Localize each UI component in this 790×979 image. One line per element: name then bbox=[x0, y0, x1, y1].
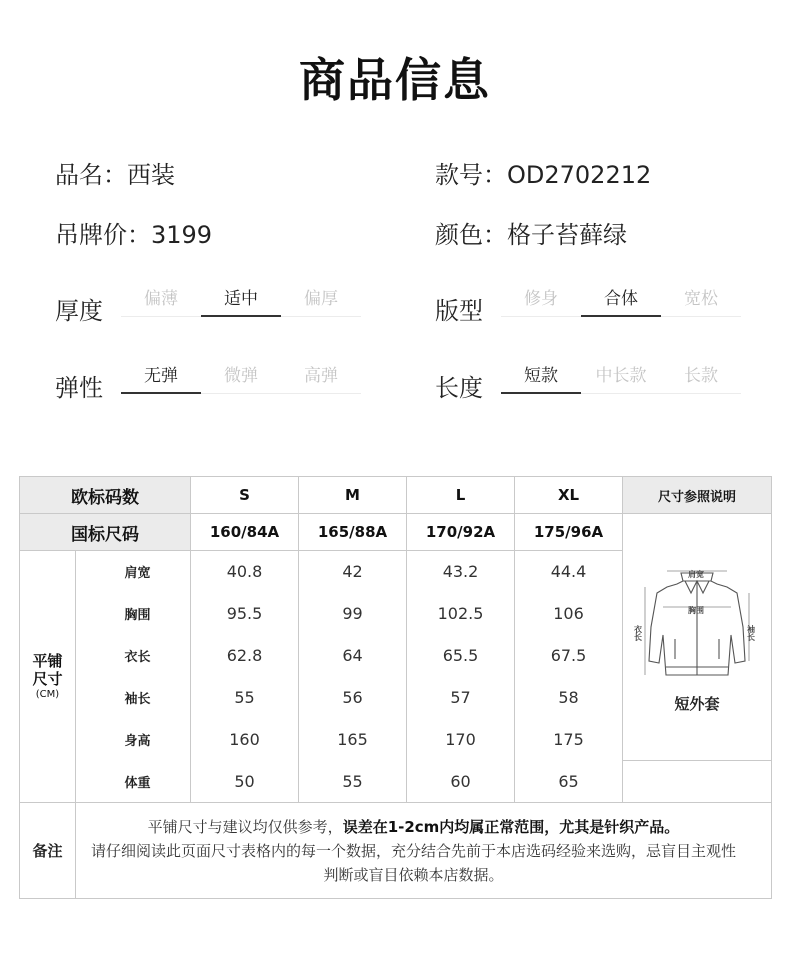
notes-text bbox=[76, 803, 772, 899]
measure-value: 57 bbox=[407, 677, 515, 719]
measure-value: 99 bbox=[299, 593, 407, 635]
tag-price-value: 3199 bbox=[151, 221, 213, 249]
measure-value: 55 bbox=[191, 677, 299, 719]
length-scale bbox=[501, 364, 741, 394]
shoulder-width-mark: 肩宽 bbox=[688, 569, 704, 579]
cn-size-header: 国标尺码 bbox=[20, 514, 191, 551]
fit-scale bbox=[501, 287, 741, 317]
eu-size-cell: S bbox=[191, 477, 299, 514]
jacket-sketch-icon bbox=[633, 567, 757, 685]
fit-option: 修身 bbox=[524, 289, 558, 309]
measure-value: 65 bbox=[515, 761, 623, 803]
notes-line2: 请仔细阅读此页面尺寸表格内的每一个数据，充分结合先前于本店选码经验来选购，忌盲目主观性判断或盲目依赖本店数据。 bbox=[90, 841, 736, 884]
product-color-value: 格子苔藓绿 bbox=[507, 221, 627, 249]
measure-value: 102.5 bbox=[407, 593, 515, 635]
fit-label: 版型 bbox=[435, 297, 483, 325]
measure-value: 50 bbox=[191, 761, 299, 803]
product-name-label: 品名： bbox=[55, 161, 127, 189]
measure-value: 65.5 bbox=[407, 635, 515, 677]
product-name-value: 西装 bbox=[127, 161, 175, 189]
size-guide-header: 尺寸参照说明 bbox=[623, 477, 772, 514]
tag-price-label: 吊牌价： bbox=[55, 221, 151, 249]
elasticity-label: 弹性 bbox=[55, 374, 103, 402]
notes-row bbox=[20, 803, 772, 899]
eu-size-header: 欧标码数 bbox=[20, 477, 191, 514]
measure-name: 袖长 bbox=[76, 677, 191, 719]
cn-size-cell: 170/92A bbox=[407, 514, 515, 551]
product-color-label: 颜色： bbox=[435, 221, 507, 249]
table-row bbox=[20, 761, 772, 803]
elasticity-option: 无弹 bbox=[121, 364, 201, 394]
measure-value: 67.5 bbox=[515, 635, 623, 677]
measure-value: 44.4 bbox=[515, 551, 623, 593]
flat-size-label: 平铺尺寸 bbox=[32, 651, 63, 688]
measure-value: 40.8 bbox=[191, 551, 299, 593]
measure-value: 60 bbox=[407, 761, 515, 803]
size-guide-sketch bbox=[623, 514, 772, 761]
thickness-option: 适中 bbox=[201, 287, 281, 317]
flat-size-group-label bbox=[20, 551, 76, 803]
fit-option: 合体 bbox=[581, 287, 661, 317]
measure-value: 170 bbox=[407, 719, 515, 761]
measure-name: 胸围 bbox=[76, 593, 191, 635]
measure-name: 肩宽 bbox=[76, 551, 191, 593]
measure-value: 64 bbox=[299, 635, 407, 677]
page-title: 商品信息 bbox=[299, 53, 491, 107]
size-table bbox=[19, 476, 772, 899]
measure-value: 43.2 bbox=[407, 551, 515, 593]
elasticity-option: 微弹 bbox=[224, 366, 258, 386]
length-option: 短款 bbox=[501, 364, 581, 394]
elasticity-option: 高弹 bbox=[304, 366, 338, 386]
fit-option: 宽松 bbox=[684, 289, 718, 309]
style-number-label: 款号： bbox=[435, 161, 507, 189]
measure-value: 106 bbox=[515, 593, 623, 635]
measure-name: 衣长 bbox=[76, 635, 191, 677]
measure-name: 体重 bbox=[76, 761, 191, 803]
cn-size-row bbox=[20, 514, 772, 551]
measure-value: 56 bbox=[299, 677, 407, 719]
measure-value: 160 bbox=[191, 719, 299, 761]
product-name bbox=[55, 155, 175, 190]
cn-size-cell: 165/88A bbox=[299, 514, 407, 551]
sleeve-mark: 袖长 bbox=[746, 624, 756, 641]
eu-size-cell: M bbox=[299, 477, 407, 514]
tag-price bbox=[55, 215, 212, 250]
measure-value: 42 bbox=[299, 551, 407, 593]
length-option: 中长款 bbox=[595, 366, 647, 386]
notes-line1-emphasis: 误差在1-2cm内均属正常范围，尤其是针织产品。 bbox=[342, 817, 680, 836]
length-label: 长度 bbox=[435, 374, 483, 402]
product-color bbox=[435, 215, 627, 250]
eu-size-cell: XL bbox=[515, 477, 623, 514]
eu-size-row bbox=[20, 477, 772, 514]
measure-value: 55 bbox=[299, 761, 407, 803]
cn-size-cell: 160/84A bbox=[191, 514, 299, 551]
jacket-caption: 短外套 bbox=[674, 694, 720, 713]
notes-label: 备注 bbox=[20, 803, 76, 899]
style-number bbox=[435, 155, 651, 190]
style-number-value: OD2702212 bbox=[507, 161, 652, 189]
elasticity-scale bbox=[121, 364, 361, 394]
length-mark: 衣长 bbox=[633, 624, 643, 641]
measure-value: 165 bbox=[299, 719, 407, 761]
measure-value: 62.8 bbox=[191, 635, 299, 677]
eu-size-cell: L bbox=[407, 477, 515, 514]
thickness-option: 偏薄 bbox=[144, 289, 178, 309]
thickness-scale bbox=[121, 287, 361, 317]
thickness-option: 偏厚 bbox=[304, 289, 338, 309]
sketch-bottom-cell bbox=[623, 761, 772, 803]
chest-mark: 胸围 bbox=[688, 605, 704, 615]
measure-value: 95.5 bbox=[191, 593, 299, 635]
thickness-label: 厚度 bbox=[55, 297, 103, 325]
measure-value: 58 bbox=[515, 677, 623, 719]
notes-line1: 平铺尺寸与建议均仅供参考， bbox=[147, 817, 343, 836]
cn-size-cell: 175/96A bbox=[515, 514, 623, 551]
measure-name: 身高 bbox=[76, 719, 191, 761]
measure-value: 175 bbox=[515, 719, 623, 761]
flat-size-unit: (CM) bbox=[35, 688, 60, 700]
length-option: 长款 bbox=[684, 366, 718, 386]
